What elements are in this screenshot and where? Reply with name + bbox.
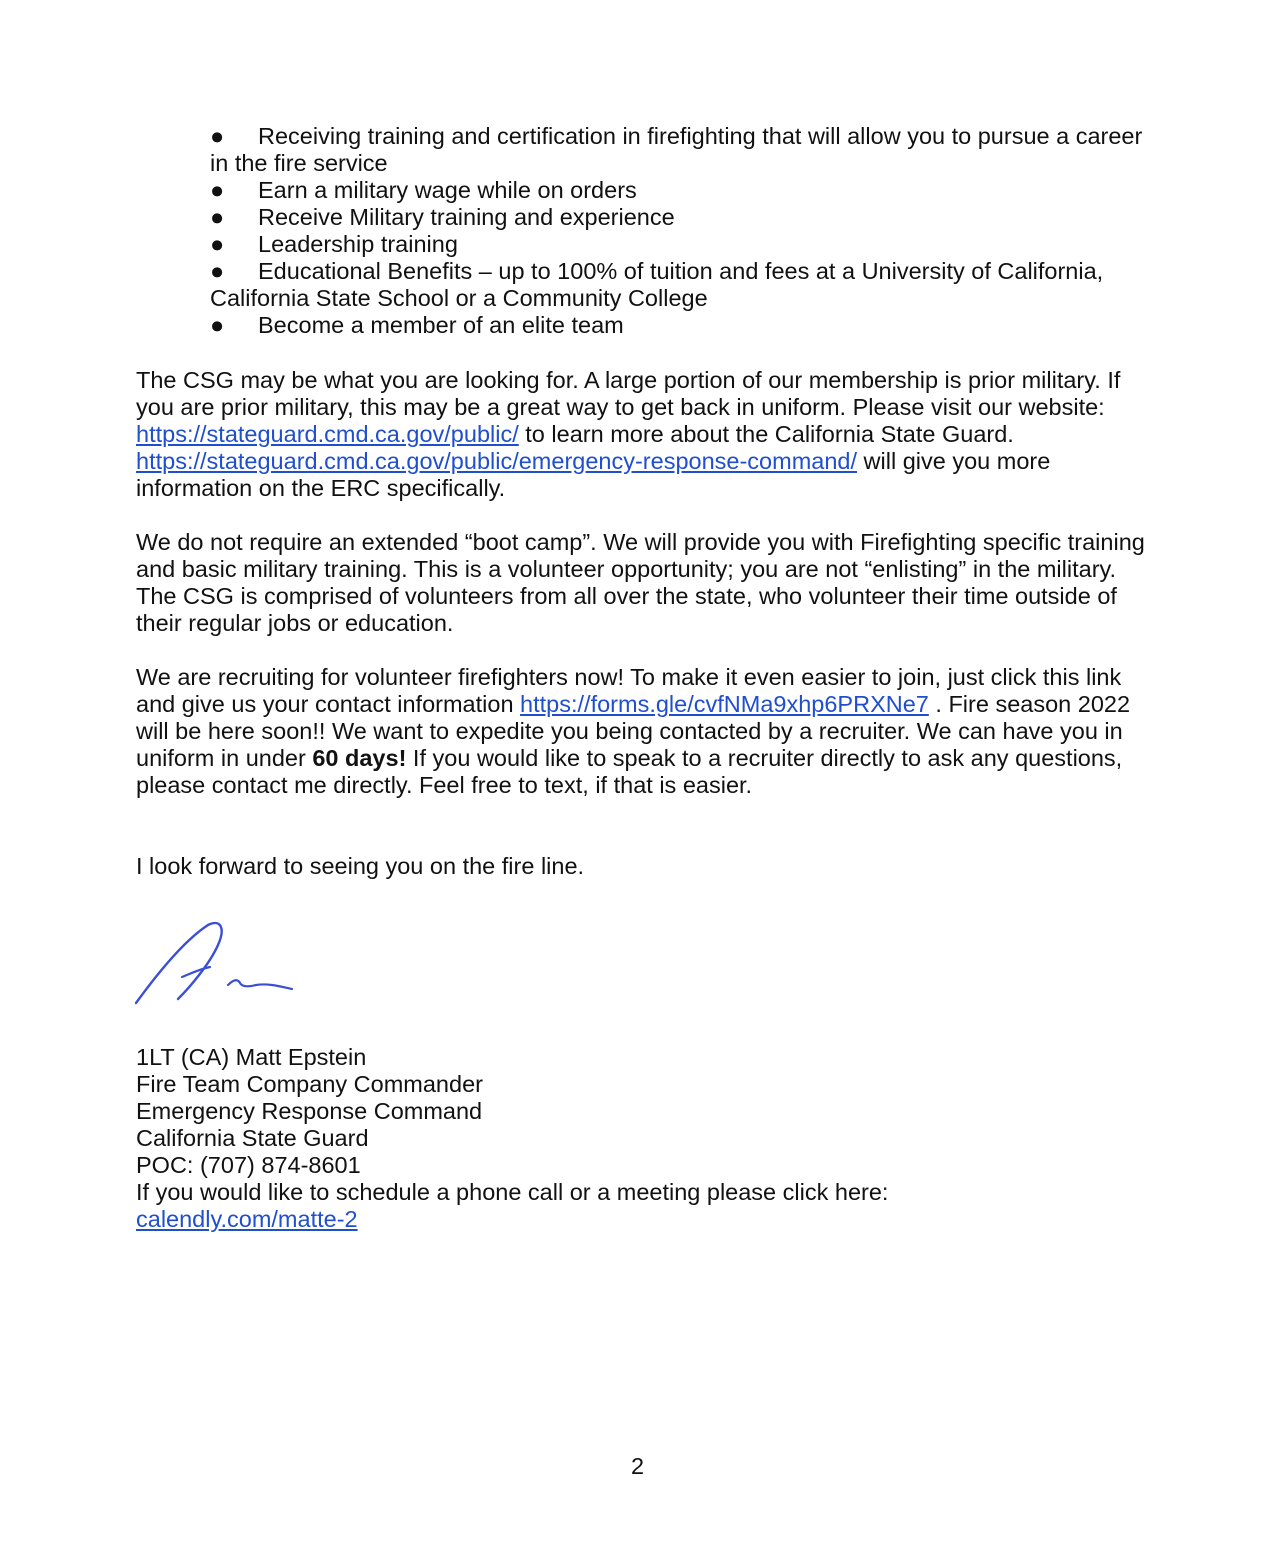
list-item — [210, 123, 1150, 177]
paragraph-text: . Fire season 2022 will be here soon!! We want to expedite you being contacted by a recruiter. We can have you in uniform in under — [136, 691, 1131, 771]
paragraph-text: I look forward to seeing you on the fire line. — [136, 853, 585, 879]
stateguard-website-link[interactable]: https://stateguard.cmd.ca.gov/public/ — [136, 421, 519, 447]
website-paragraph — [136, 367, 1146, 502]
list-item-text: Receive Military training and experience — [258, 204, 675, 230]
signer-organization: California State Guard — [136, 1125, 369, 1151]
list-item-text: Receiving training and certification in firefighting that will allow you to pursue a career in the fire service — [210, 123, 1143, 176]
closing-paragraph — [136, 853, 1146, 880]
paragraph-text: We are recruiting for volunteer firefighters now! To make it even easier to join, just click this link and give us your contact information — [136, 664, 1122, 717]
bullet-icon: ● — [210, 204, 225, 230]
paragraph-text: We do not require an extended “boot camp”. We will provide you with Firefighting specific training and basic military training. This is a volunteer opportunity; you are not “enlisting” in the military. The CSG is comprised of volunteers from all over the state, who volunteer their time outside of their regular jobs or education. — [136, 529, 1145, 636]
paragraph-text: will give you more information on the ERC specifically. — [136, 448, 1051, 501]
bullet-icon: ● — [210, 258, 225, 284]
list-item-text: Educational Benefits – up to 100% of tuition and fees at a University of California, California State School or a Community College — [210, 258, 1104, 311]
signer-name: 1LT (CA) Matt Epstein — [136, 1044, 367, 1070]
list-item — [210, 258, 1150, 312]
signature-block — [136, 1044, 1136, 1233]
signer-unit: Emergency Response Command — [136, 1098, 483, 1124]
recruiting-paragraph — [136, 664, 1146, 799]
bullet-icon: ● — [210, 123, 225, 149]
list-item — [210, 231, 1150, 258]
schedule-text: If you would like to schedule a phone call or a meeting please click here: — [136, 1179, 889, 1205]
list-item-text: Become a member of an elite team — [258, 312, 624, 338]
page-number: 2 — [630, 1453, 645, 1479]
bullet-icon: ● — [210, 177, 225, 203]
signer-phone: POC: (707) 874-8601 — [136, 1152, 361, 1178]
boot-camp-paragraph — [136, 529, 1146, 637]
bullet-icon: ● — [210, 312, 225, 338]
signer-title: Fire Team Company Commander — [136, 1071, 483, 1097]
paragraph-text: If you would like to speak to a recruiter directly to ask any questions, please contact me directly. Feel free to text, if that is easier. — [136, 745, 1123, 798]
list-item — [210, 177, 1150, 204]
list-item-text: Earn a military wage while on orders — [258, 177, 637, 203]
list-item-text: Leadership training — [258, 231, 458, 257]
handwritten-signature — [130, 915, 300, 1010]
paragraph-text: to learn more about the California State Guard. — [518, 421, 1014, 447]
list-item — [210, 204, 1150, 231]
paragraph-text: The CSG may be what you are looking for. A large portion of our membership is prior military. If you are prior military, this may be a great way to get back in uniform. Please visit our website: — [136, 367, 1121, 420]
bullet-icon: ● — [210, 231, 225, 257]
benefits-list — [210, 123, 1150, 339]
contact-form-link[interactable]: https://forms.gle/cvfNMa9xhp6PRXNe7 — [520, 691, 929, 717]
list-item — [210, 312, 1150, 339]
erc-website-link[interactable]: https://stateguard.cmd.ca.gov/public/emergency-response-command/ — [136, 448, 858, 474]
emphasis-text: 60 days! — [312, 745, 407, 771]
calendly-link[interactable]: calendly.com/matte-2 — [136, 1206, 358, 1232]
